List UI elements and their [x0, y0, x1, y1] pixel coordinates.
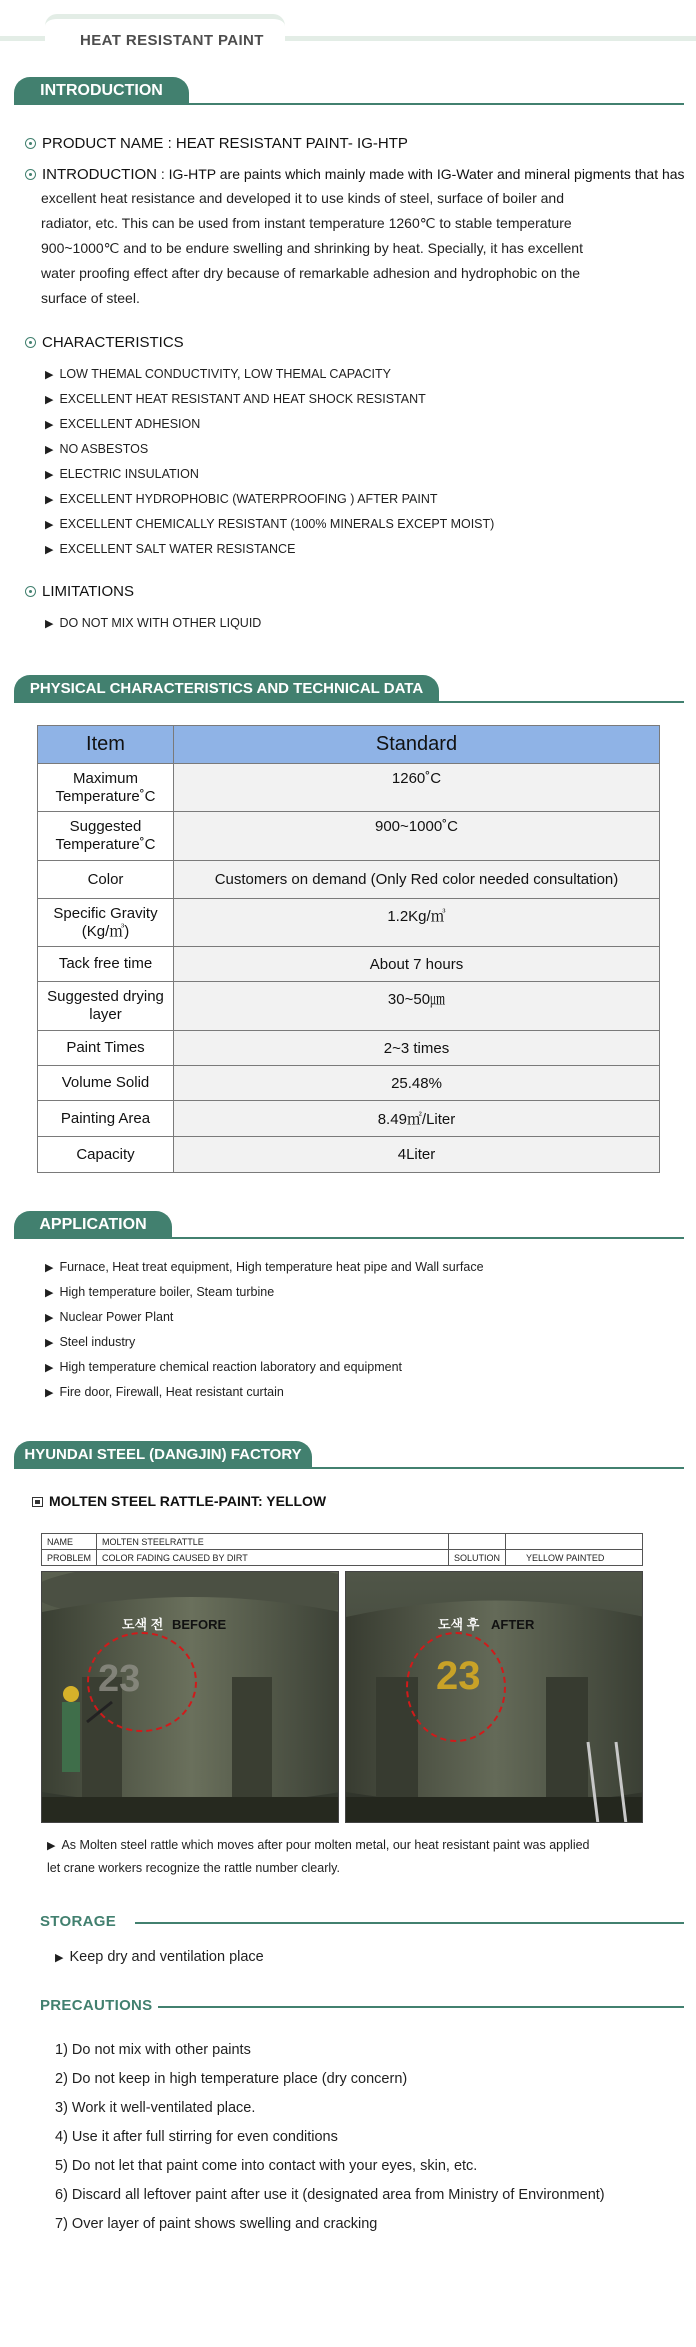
table-row [38, 764, 660, 812]
application-text: Furnace, Heat treat equipment, High temperature heat pipe and Wall surface [59, 1260, 484, 1274]
name-label-cell: NAME [42, 1534, 97, 1550]
empty-cell [506, 1534, 643, 1550]
application-list [45, 1255, 484, 1405]
rattle-number-faded: 23 [98, 1658, 141, 1700]
characteristic-text: EXCELLENT ADHESION [59, 417, 201, 431]
limitations-label: LIMITATIONS [42, 583, 134, 600]
triangle-bullet-icon: ▶ [45, 519, 54, 531]
list-item [55, 1945, 264, 1970]
case-title [32, 1493, 326, 1509]
item-cell: Painting Area [38, 1101, 174, 1137]
column-header-item: Item [38, 726, 174, 764]
application-text: Steel industry [59, 1335, 136, 1349]
characteristic-text: EXCELLENT CHEMICALLY RESISTANT (100% MINERALS EXCEPT MOIST) [59, 517, 495, 531]
triangle-bullet-icon: ▶ [45, 369, 54, 381]
standard-cell: About 7 hours [174, 947, 660, 982]
section-header-application [14, 1211, 684, 1239]
characteristic-text: NO ASBESTOS [59, 442, 149, 456]
caption-line [47, 1834, 657, 1857]
case-title-text: MOLTEN STEEL RATTLE-PAINT: YELLOW [49, 1493, 327, 1509]
table-row [38, 1101, 660, 1137]
list-item [45, 412, 494, 437]
section-rule [14, 1467, 684, 1469]
introduction-heading [25, 166, 685, 183]
after-photo [345, 1571, 643, 1823]
standard-cell: 30~50㎛ [174, 982, 660, 1031]
triangle-bullet-icon: ▶ [45, 1287, 54, 1299]
column-header-standard: Standard [174, 726, 660, 764]
introduction-line: excellent heat resistance and developed it to use kinds of steel, surface of boiler and [41, 190, 564, 206]
table-row [38, 1137, 660, 1173]
technical-data-table [37, 725, 660, 1173]
photo-caption [47, 1834, 657, 1879]
table-row [42, 1534, 643, 1550]
introduction-line: surface of steel. [41, 290, 140, 306]
product-name-label: PRODUCT NAME [42, 135, 164, 152]
characteristics-label: CHARACTERISTICS [42, 334, 184, 351]
table-row [38, 812, 660, 861]
solution-label-cell: SOLUTION [449, 1550, 506, 1566]
list-item: 4) Use it after full stirring for even conditions [55, 2129, 338, 2145]
standard-cell: 25.48% [174, 1066, 660, 1101]
caption-text: As Molten steel rattle which moves after pour molten metal, our heat resistant paint was applied [61, 1838, 590, 1852]
standard-cell: Customers on demand (Only Red color needed consultation) [174, 861, 660, 899]
limitations-heading [25, 583, 134, 600]
problem-value-cell: COLOR FADING CAUSED BY DIRT [97, 1550, 449, 1566]
item-cell: Paint Times [38, 1031, 174, 1066]
list-item: 3) Work it well-ventilated place. [55, 2100, 256, 2116]
introduction-line: : IG-HTP are paints which mainly made with IG-Water and mineral pigments that has [157, 166, 685, 182]
standard-cell: 1.2Kg/㎥ [174, 899, 660, 947]
introduction-paragraph [41, 186, 696, 311]
triangle-bullet-icon: ▶ [45, 394, 54, 406]
characteristics-list [45, 362, 494, 562]
introduction-line: water proofing effect after dry because of remarkable adhesion and hydrophobic on the [41, 265, 581, 281]
triangle-bullet-icon: ▶ [45, 419, 54, 431]
list-item [45, 537, 494, 562]
list-item [45, 1380, 484, 1405]
section-rule [14, 1237, 684, 1239]
bullet-circle-icon [25, 138, 36, 149]
introduction-line: radiator, etc. This can be used from instant temperature 1260℃ to stable temperature [41, 215, 572, 231]
list-item [45, 387, 494, 412]
section-rule [14, 701, 684, 703]
application-text: High temperature boiler, Steam turbine [59, 1285, 275, 1299]
before-label-korean: 도색 전 [122, 1617, 164, 1632]
list-item [45, 611, 261, 636]
highlight-circle [406, 1632, 506, 1742]
item-cell: Suggested drying layer [38, 982, 174, 1031]
product-name-line [25, 135, 408, 152]
item-cell: Volume Solid [38, 1066, 174, 1101]
page-title: HEAT RESISTANT PAINT [80, 32, 264, 49]
table-row [42, 1550, 643, 1566]
item-cell: Capacity [38, 1137, 174, 1173]
checkbox-square-icon [32, 1497, 43, 1507]
storage-list [55, 1945, 264, 1970]
section-header-physical [14, 675, 684, 703]
list-item: 5) Do not let that paint come into contact with your eyes, skin, etc. [55, 2158, 478, 2174]
triangle-bullet-icon: ▶ [45, 1312, 54, 1324]
after-label-english: AFTER [491, 1617, 535, 1632]
triangle-bullet-icon: ▶ [45, 494, 54, 506]
triangle-bullet-icon: ▶ [45, 1262, 54, 1274]
limitations-list [45, 611, 261, 636]
empty-cell [449, 1534, 506, 1550]
name-value-cell: MOLTEN STEELRATTLE [97, 1534, 449, 1550]
section-title: APPLICATION [14, 1211, 172, 1239]
standard-cell: 4Liter [174, 1137, 660, 1173]
table-row [38, 899, 660, 947]
table-row [38, 1031, 660, 1066]
item-cell: Tack free time [38, 947, 174, 982]
triangle-bullet-icon: ▶ [45, 544, 54, 556]
solution-value-cell: YELLOW PAINTED [506, 1550, 643, 1566]
section-rule [135, 1922, 684, 1924]
section-rule [14, 103, 684, 105]
characteristic-text: LOW THEMAL CONDUCTIVITY, LOW THEMAL CAPACITY [59, 367, 391, 381]
product-name-value: : HEAT RESISTANT PAINT- IG-HTP [163, 135, 408, 152]
section-title: PRECAUTIONS [40, 1997, 153, 2014]
precautions-list [55, 2036, 605, 2239]
before-photo [41, 1571, 339, 1823]
section-title: INTRODUCTION [14, 77, 189, 105]
highlight-circle [87, 1632, 197, 1732]
list-item [45, 1305, 484, 1330]
list-item: 6) Discard all leftover paint after use it (designated area from Ministry of Environment) [55, 2187, 605, 2203]
triangle-bullet-icon: ▶ [45, 618, 54, 630]
characteristic-text: EXCELLENT HEAT RESISTANT AND HEAT SHOCK RESISTANT [59, 392, 426, 406]
bullet-circle-icon [25, 169, 36, 180]
triangle-bullet-icon: ▶ [45, 1362, 54, 1374]
triangle-bullet-icon: ▶ [45, 444, 54, 456]
standard-cell: 900~1000˚C [174, 812, 660, 861]
triangle-bullet-icon: ▶ [45, 469, 54, 481]
standard-cell: 2~3 times [174, 1031, 660, 1066]
characteristic-text: EXCELLENT SALT WATER RESISTANCE [59, 542, 296, 556]
characteristics-heading [25, 334, 184, 351]
triangle-bullet-icon: ▶ [55, 1952, 64, 1964]
section-header-introduction [14, 77, 684, 105]
triangle-bullet-icon: ▶ [45, 1337, 54, 1349]
introduction-label: INTRODUCTION [42, 166, 157, 183]
list-item [45, 437, 494, 462]
item-cell: Specific Gravity (Kg/㎥) [38, 899, 174, 947]
standard-cell: 8.49㎡/Liter [174, 1101, 660, 1137]
application-text: Nuclear Power Plant [59, 1310, 174, 1324]
table-row [38, 861, 660, 899]
page-title-bar [0, 14, 696, 54]
item-cell: Color [38, 861, 174, 899]
list-item: 7) Over layer of paint shows swelling and cracking [55, 2216, 378, 2232]
application-text: High temperature chemical reaction laboratory and equipment [59, 1360, 403, 1374]
list-item [45, 1330, 484, 1355]
table-row [38, 982, 660, 1031]
problem-label-cell: PROBLEM [42, 1550, 97, 1566]
table-row [38, 947, 660, 982]
list-item [45, 462, 494, 487]
section-title: HYUNDAI STEEL (DANGJIN) FACTORY [14, 1441, 312, 1469]
list-item: 1) Do not mix with other paints [55, 2042, 251, 2058]
characteristic-text: ELECTRIC INSULATION [59, 467, 199, 481]
section-header-storage [40, 1913, 684, 1933]
triangle-bullet-icon: ▶ [45, 1387, 54, 1399]
storage-text: Keep dry and ventilation place [69, 1949, 264, 1965]
limitation-text: DO NOT MIX WITH OTHER LIQUID [59, 616, 262, 630]
bullet-circle-icon [25, 337, 36, 348]
rattle-number-painted: 23 [436, 1654, 481, 1698]
item-cell: Maximum Temperature˚C [38, 764, 174, 812]
section-rule [158, 2006, 684, 2008]
list-item [45, 512, 494, 537]
list-item [45, 487, 494, 512]
bullet-circle-icon [25, 586, 36, 597]
before-label-english: BEFORE [172, 1617, 227, 1632]
case-info-table [41, 1533, 643, 1566]
introduction-line: 900~1000℃ and to be endure swelling and shrinking by heat. Specially, it has excellent [41, 240, 583, 256]
list-item: 2) Do not keep in high temperature place (dry concern) [55, 2071, 408, 2087]
section-title: PHYSICAL CHARACTERISTICS AND TECHNICAL DATA [14, 675, 439, 703]
list-item [45, 1280, 484, 1305]
after-label-korean: 도색 후 [438, 1617, 480, 1632]
section-title: STORAGE [40, 1913, 117, 1930]
table-row [38, 1066, 660, 1101]
characteristic-text: EXCELLENT HYDROPHOBIC (WATERPROOFING ) AFTER PAINT [59, 492, 438, 506]
application-text: Fire door, Firewall, Heat resistant curtain [59, 1385, 284, 1399]
table-header-row [38, 726, 660, 764]
list-item [45, 1255, 484, 1280]
section-header-factory [14, 1441, 684, 1469]
list-item [45, 1355, 484, 1380]
list-item [45, 362, 494, 387]
standard-cell: 1260˚C [174, 764, 660, 812]
triangle-bullet-icon: ▶ [47, 1840, 56, 1852]
section-header-precautions [40, 1997, 684, 2017]
caption-line: let crane workers recognize the rattle number clearly. [47, 1861, 340, 1875]
item-cell: Suggested Temperature˚C [38, 812, 174, 861]
